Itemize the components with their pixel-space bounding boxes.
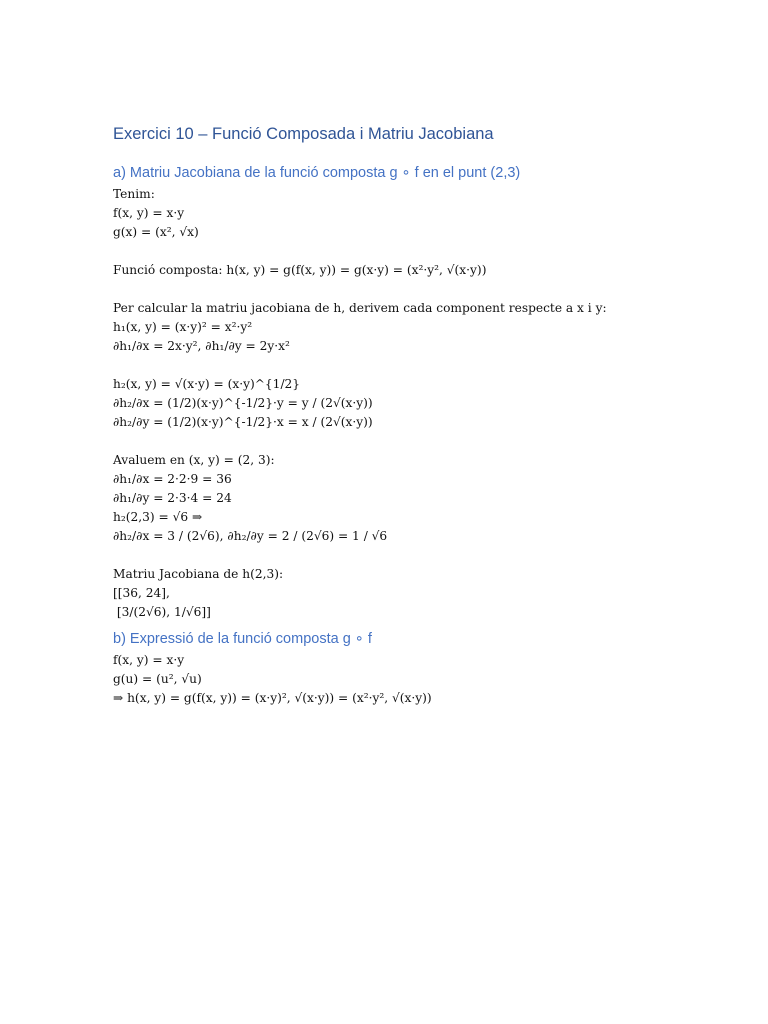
section-b-body xyxy=(113,651,713,708)
text-line: h₁(x, y) = (x·y)² = x²·y² xyxy=(113,320,253,334)
text-line: Avaluem en (x, y) = (2, 3): xyxy=(113,453,275,467)
text-line: Per calcular la matriu jacobiana de h, derivem cada component respecte a x i y: xyxy=(113,301,607,315)
blank-line xyxy=(113,432,713,451)
text-line: ∂h₂/∂x = 3 / (2√6), ∂h₂/∂y = 2 / (2√6) = 1 / √6 xyxy=(113,529,388,543)
text-line: ∂h₁/∂x = 2x·y², ∂h₁/∂y = 2y·x² xyxy=(113,339,290,353)
text-line: ∂h₁/∂x = 2·2·9 = 36 xyxy=(113,472,232,486)
text-line: Funció composta: h(x, y) = g(f(x, y)) = g(x·y) = (x²·y², √(x·y)) xyxy=(113,263,487,277)
document-page xyxy=(113,122,713,708)
text-line: ∂h₂/∂x = (1/2)(x·y)^{-1/2}·y = y / (2√(x·y)) xyxy=(113,396,373,410)
text-line: ∂h₂/∂y = (1/2)(x·y)^{-1/2}·x = x / (2√(x·y)) xyxy=(113,415,373,429)
text-line: h₂(x, y) = √(x·y) = (x·y)^{1/2} xyxy=(113,377,301,391)
blank-line xyxy=(113,242,713,261)
text-line: [[36, 24], xyxy=(113,586,170,600)
document-title: Exercici 10 – Funció Composada i Matriu Jacobiana xyxy=(113,125,494,143)
text-line: ∂h₁/∂y = 2·3·4 = 24 xyxy=(113,491,232,505)
text-line: f(x, y) = x·y xyxy=(113,653,185,667)
text-line: Matriu Jacobiana de h(2,3): xyxy=(113,567,284,581)
text-line: g(x) = (x², √x) xyxy=(113,225,199,239)
text-line: g(u) = (u², √u) xyxy=(113,672,202,686)
text-line: [3/(2√6), 1/√6]] xyxy=(113,605,211,619)
text-line: Tenim: xyxy=(113,187,155,201)
blank-line xyxy=(113,546,713,565)
section-a-heading: a) Matriu Jacobiana de la funció composta g ∘ f en el punt (2,3) xyxy=(113,165,521,181)
blank-line xyxy=(113,280,713,299)
text-line: f(x, y) = x·y xyxy=(113,206,185,220)
text-line: h₂(2,3) = √6 ⇒ xyxy=(113,510,203,524)
blank-line xyxy=(113,356,713,375)
section-b-heading: b) Expressió de la funció composta g ∘ f xyxy=(113,631,372,647)
text-line: ⇒ h(x, y) = g(f(x, y)) = (x·y)², √(x·y)) = (x²·y², √(x·y)) xyxy=(113,691,432,705)
section-a-body xyxy=(113,185,713,622)
